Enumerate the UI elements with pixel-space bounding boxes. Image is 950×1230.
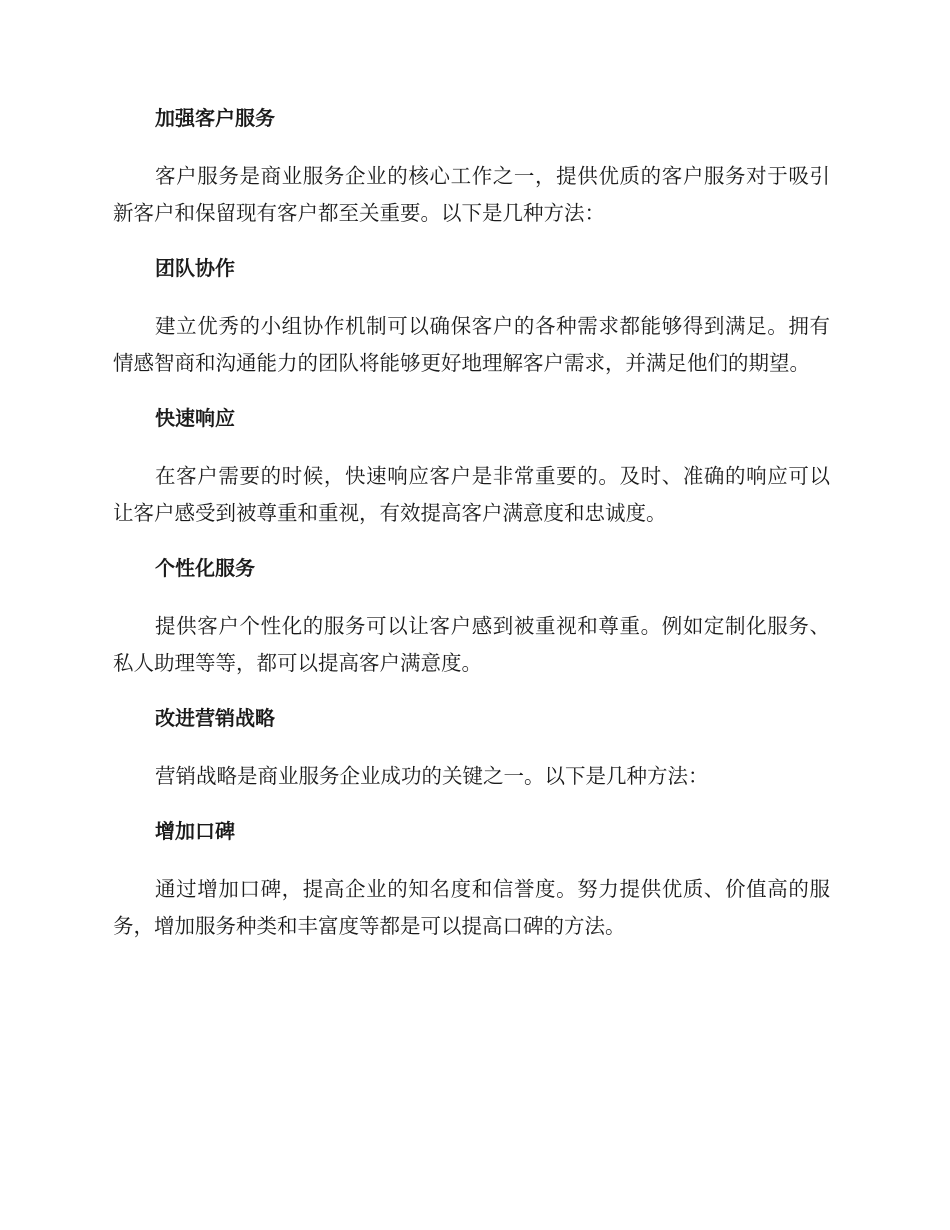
section-heading-teamwork: 团队协作 bbox=[155, 256, 235, 280]
section-paragraph-marketing-strategy: 营销战略是商业服务企业成功的关键之一。以下是几种方法： bbox=[155, 764, 709, 788]
section-heading-personalized-service: 个性化服务 bbox=[155, 556, 255, 580]
section-paragraph-teamwork: 建立优秀的小组协作机制可以确保客户的各种需求都能够得到满足。拥有情感智商和沟通能力的团队将能够更好地理解客户需求，并满足他们的期望。 bbox=[113, 314, 830, 375]
section-paragraph-word-of-mouth: 通过增加口碑，提高企业的知名度和信誉度。努力提供优质、价值高的服务，增加服务种类和丰富度等都是可以提高口碑的方法。 bbox=[113, 877, 830, 938]
section-heading-customer-service: 加强客户服务 bbox=[155, 106, 275, 130]
section-heading-word-of-mouth: 增加口碑 bbox=[155, 819, 235, 843]
section-paragraph-customer-service: 客户服务是商业服务企业的核心工作之一，提供优质的客户服务对于吸引新客户和保留现有客户都至关重要。以下是几种方法： bbox=[113, 164, 830, 225]
document-page bbox=[113, 104, 830, 967]
section-heading-quick-response: 快速响应 bbox=[155, 406, 235, 430]
section-paragraph-personalized-service: 提供客户个性化的服务可以让客户感到被重视和尊重。例如定制化服务、私人助理等等，都可以提高客户满意度。 bbox=[113, 614, 830, 675]
section-paragraph-quick-response: 在客户需要的时候，快速响应客户是非常重要的。及时、准确的响应可以让客户感受到被尊重和重视，有效提高客户满意度和忠诚度。 bbox=[113, 464, 830, 525]
section-heading-marketing-strategy: 改进营销战略 bbox=[155, 706, 275, 730]
